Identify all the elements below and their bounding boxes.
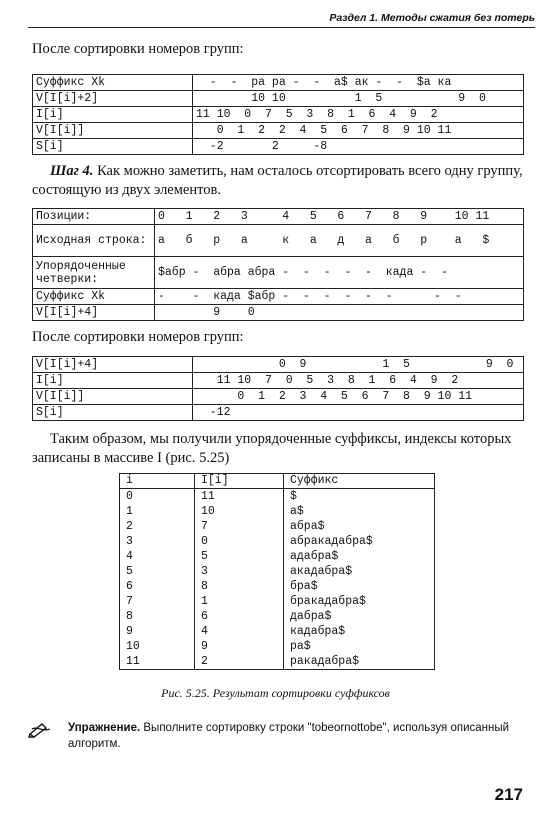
conclusion-paragraph: Таким образом, мы получили упорядоченные суффиксы, индексы которых записаны в массиве I (рис. 5.25) — [32, 431, 512, 466]
row-values: 0 9 1 5 9 0 — [193, 357, 524, 373]
cell-i: 2 — [120, 519, 195, 534]
table-row — [33, 289, 524, 305]
row-label: V[I[i]] — [33, 123, 193, 139]
table-header-row — [120, 474, 434, 489]
cell-suffix: бра$ — [290, 580, 318, 593]
column-header-index: I[i] — [195, 474, 284, 488]
table-row — [33, 373, 524, 389]
table-row — [33, 225, 524, 257]
cell-suffix: дабра$ — [290, 610, 332, 623]
table-sort-step3 — [32, 74, 524, 155]
column-header-i: i — [120, 474, 195, 488]
row-label: Позиции: — [33, 209, 155, 225]
row-label: S[i] — [33, 405, 193, 421]
row-label: Упорядоченные четверки: — [33, 257, 155, 289]
row-values: 11 10 7 0 5 3 8 1 6 4 9 2 — [193, 373, 524, 389]
cell-index: 11 — [195, 489, 284, 504]
cell-index: 0 — [195, 534, 284, 549]
row-values: а б р а к а д а б р а $ — [155, 225, 524, 257]
row-label: V[I[i]+4] — [33, 357, 193, 373]
table-row — [120, 534, 434, 549]
row-values: -2 2 -8 — [193, 139, 524, 155]
cell-i: 7 — [120, 594, 195, 609]
cell-index: 2 — [195, 654, 284, 669]
row-label: I[i] — [33, 373, 193, 389]
row-values: 10 10 1 5 9 0 — [193, 91, 524, 107]
exercise-text: Выполните сортировку строки "tobeornottobe", используя описанный алгоритм. — [68, 722, 510, 750]
row-label: I[i] — [33, 107, 193, 123]
cell-index: 4 — [195, 624, 284, 639]
row-values: 11 10 0 7 5 3 8 1 6 4 9 2 — [193, 107, 524, 123]
cell-suffix: ракадабра$ — [290, 655, 360, 668]
column-header-suffix: Суффикс — [290, 474, 339, 487]
cell-suffix: кадабра$ — [290, 625, 346, 638]
cell-index: 5 — [195, 549, 284, 564]
row-label: V[I[i]] — [33, 389, 193, 405]
running-head: Раздел 1. Методы сжатия без потерь — [28, 12, 535, 28]
table-row — [120, 639, 434, 654]
exercise-label: Упражнение. — [68, 722, 141, 734]
figure-caption: Рис. 5.25. Результат сортировки суффиксов — [161, 686, 390, 700]
cell-index: 8 — [195, 579, 284, 594]
cell-suffix: адабра$ — [290, 550, 339, 563]
cell-suffix: ра$ — [290, 640, 311, 653]
row-values: 0 1 2 3 4 5 6 7 8 9 10 11 — [155, 209, 524, 225]
table-row — [120, 489, 434, 504]
step4-paragraph — [32, 162, 524, 200]
exercise-block — [28, 720, 528, 752]
cell-i: 8 — [120, 609, 195, 624]
row-label: Суффикс Xk — [33, 75, 193, 91]
cell-i: 10 — [120, 639, 195, 654]
table-row — [33, 389, 524, 405]
row-label: S[i] — [33, 139, 193, 155]
cell-index: 7 — [195, 519, 284, 534]
table-row — [120, 594, 434, 609]
cell-i: 5 — [120, 564, 195, 579]
table-row — [120, 549, 434, 564]
suffix-result-table — [119, 473, 435, 670]
table-row — [33, 357, 524, 373]
table-row — [120, 579, 434, 594]
cell-suffix: абра$ — [290, 520, 325, 533]
cell-suffix: абракадабра$ — [290, 535, 373, 548]
cell-i: 1 — [120, 504, 195, 519]
row-values: 9 0 — [155, 305, 524, 321]
paragraph-after-sort-1: После сортировки номеров групп: — [32, 41, 244, 57]
table-row — [120, 519, 434, 534]
table-row — [33, 91, 524, 107]
row-values: - - када $абр - - - - - - - - — [155, 289, 524, 305]
row-label: Исходная строка: — [33, 225, 155, 257]
table-row — [33, 107, 524, 123]
cell-index: 9 — [195, 639, 284, 654]
table-row — [33, 257, 524, 289]
table-row — [33, 305, 524, 321]
row-values: 0 1 2 2 4 5 6 7 8 9 10 11 — [193, 123, 524, 139]
cell-i: 6 — [120, 579, 195, 594]
cell-i: 4 — [120, 549, 195, 564]
table-step4 — [32, 208, 524, 321]
table-sort-step4 — [32, 356, 524, 421]
table-body — [120, 489, 434, 669]
table-row — [33, 405, 524, 421]
paragraph-after-sort-2: После сортировки номеров групп: — [32, 329, 244, 345]
pencil-exercise-icon — [28, 720, 52, 738]
row-values: 0 1 2 3 4 5 6 7 8 9 10 11 — [193, 389, 524, 405]
cell-i: 9 — [120, 624, 195, 639]
row-values: - - ра ра - - а$ ак - - $а ка — [193, 75, 524, 91]
cell-i: 0 — [120, 489, 195, 504]
row-label: V[I[i]+4] — [33, 305, 155, 321]
cell-i: 11 — [120, 654, 195, 669]
table-row — [33, 139, 524, 155]
table-row — [120, 654, 434, 669]
cell-index: 10 — [195, 504, 284, 519]
cell-suffix: а$ — [290, 505, 304, 518]
table-row — [120, 504, 434, 519]
cell-suffix: бракадабра$ — [290, 595, 366, 608]
table-row — [33, 123, 524, 139]
page-number: 217 — [494, 785, 523, 804]
row-values: $абр - абра абра - - - - - кадa - - — [155, 257, 524, 289]
cell-suffix: $ — [290, 490, 297, 503]
step4-text: Как можно заметить, нам осталось отсортировать всего одну группу, состоящую из двух элементов. — [32, 163, 523, 198]
cell-i: 3 — [120, 534, 195, 549]
row-label: V[I[i]+2] — [33, 91, 193, 107]
cell-suffix: акадабра$ — [290, 565, 353, 578]
cell-index: 6 — [195, 609, 284, 624]
cell-index: 3 — [195, 564, 284, 579]
step4-label: Шаг 4. — [50, 163, 94, 179]
row-label: Суффикс Xk — [33, 289, 155, 305]
table-row — [120, 564, 434, 579]
table-row — [33, 75, 524, 91]
table-row — [120, 609, 434, 624]
table-row — [120, 624, 434, 639]
table-row — [33, 209, 524, 225]
cell-index: 1 — [195, 594, 284, 609]
row-values: -12 — [193, 405, 524, 421]
